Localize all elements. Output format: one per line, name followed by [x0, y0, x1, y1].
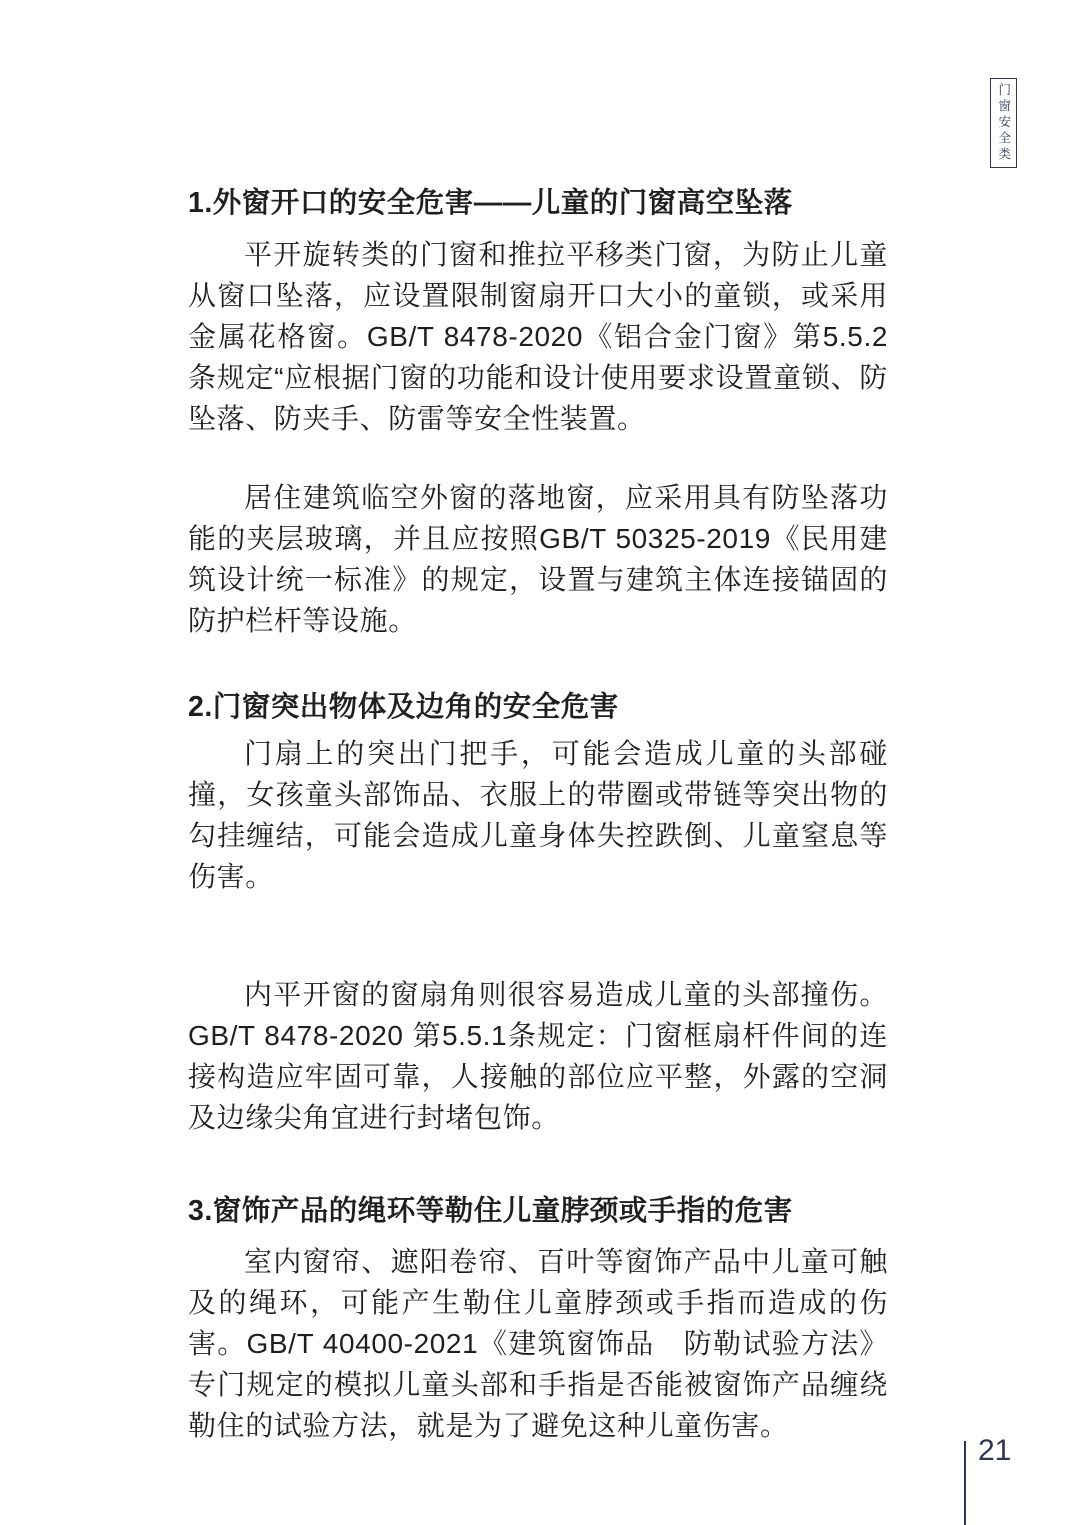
- footer-divider-line: [964, 1441, 966, 1525]
- section-1-heading: 1.外窗开口的安全危害——儿童的门窗高空坠落: [188, 187, 793, 219]
- content-area: [188, 183, 888, 1446]
- section-1-paragraph-1: 平开旋转类的门窗和推拉平移类门窗，为防止儿童从窗口坠落，应设置限制窗扇开口大小的童锁，或采用金属花格窗。GB/T 8478-2020《铝合金门窗》第5.5.2条规定“应根据门窗的功能和设计使用要求设置童锁、防坠落、防夹手、防雷等安全性装置。: [188, 239, 888, 434]
- category-tab-label: 门窗安全类: [996, 83, 1011, 163]
- section-3-heading: 3.窗饰产品的绳环等勒住儿童脖颈或手指的危害: [188, 1195, 793, 1227]
- section-3-paragraph-1: 室内窗帘、遮阳卷帘、百叶等窗饰产品中儿童可触及的绳环，可能产生勒住儿童脖颈或手指而造成的伤害。GB/T 40400-2021《建筑窗饰品 防勒试验方法》专门规定的模拟儿童头部和手指是否能被窗饰产品缠绕勒住的试验方法，就是为了避免这种儿童伤害。: [188, 1246, 888, 1441]
- section-2-paragraph-2: 内平开窗的窗扇角则很容易造成儿童的头部撞伤。GB/T 8478-2020 第5.5.1条规定：门窗框扇杆件间的连接构造应牢固可靠，人接触的部位应平整，外露的空洞及边缘尖角宜进行封堵包饰。: [188, 979, 888, 1133]
- category-tab: [990, 78, 1017, 168]
- section-2-paragraph-1: 门扇上的突出门把手，可能会造成儿童的头部碰撞，女孩童头部饰品、衣服上的带圈或带链等突出物的勾挂缠结，可能会造成儿童身体失控跌倒、儿童窒息等伤害。: [188, 738, 888, 892]
- section-1-paragraph-2: 居住建筑临空外窗的落地窗，应采用具有防坠落功能的夹层玻璃，并且应按照GB/T 50325-2019《民用建筑设计统一标准》的规定，设置与建筑主体连接锚固的防护栏杆等设施。: [188, 482, 888, 636]
- page-number: 21: [978, 1434, 1012, 1467]
- section-2-heading: 2.门窗突出物体及边角的安全危害: [188, 691, 619, 723]
